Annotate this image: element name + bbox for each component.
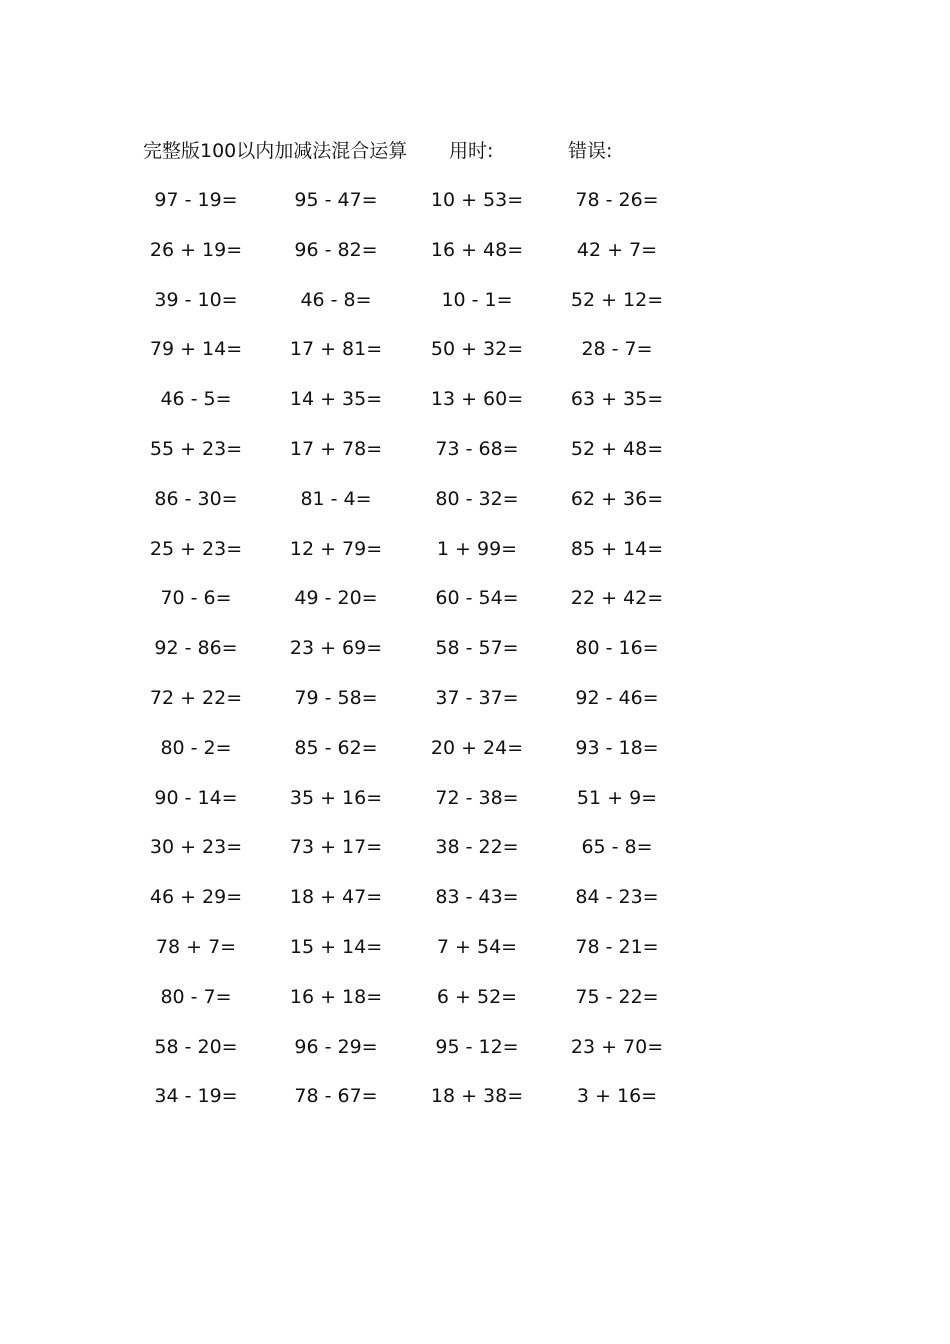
- math-problem: 58 - 20=: [154, 1035, 238, 1058]
- math-problem: 52 + 48=: [570, 437, 664, 460]
- worksheet-header: [0, 136, 950, 166]
- math-problem: 51 + 9=: [576, 786, 658, 809]
- problem-row: [0, 434, 950, 484]
- math-problem: 23 + 69=: [289, 637, 383, 660]
- problem-row: [0, 534, 950, 584]
- math-problem: 17 + 81=: [289, 338, 383, 361]
- problem-row: [0, 484, 950, 534]
- problem-row: [0, 185, 950, 235]
- math-problem: 85 + 14=: [570, 537, 664, 560]
- math-problem: 63 + 35=: [570, 388, 664, 411]
- math-problem: 72 + 22=: [149, 686, 243, 709]
- math-problem: 28 - 7=: [581, 338, 653, 361]
- math-problem: 42 + 7=: [576, 238, 658, 261]
- math-problem: 78 - 21=: [575, 935, 659, 958]
- math-problem: 75 - 22=: [575, 985, 659, 1008]
- math-problem: 95 - 47=: [294, 189, 378, 211]
- math-problem: 96 - 82=: [294, 238, 378, 261]
- math-problem: 22 + 42=: [570, 587, 664, 610]
- math-problem: 46 - 8=: [300, 288, 372, 311]
- math-problem: 80 - 2=: [160, 736, 232, 759]
- math-problem: 97 - 19=: [154, 189, 238, 211]
- math-problem: 52 + 12=: [570, 288, 664, 311]
- math-problem: 17 + 78=: [289, 437, 383, 460]
- math-problem: 16 + 48=: [430, 238, 524, 261]
- math-problem: 16 + 18=: [289, 985, 383, 1008]
- math-problem: 84 - 23=: [575, 886, 659, 909]
- math-problem: 30 + 23=: [149, 836, 243, 859]
- math-problem: 78 - 67=: [294, 1085, 378, 1108]
- math-problem: 92 - 86=: [154, 637, 238, 660]
- problem-row: [0, 733, 950, 783]
- math-problem: 92 - 46=: [575, 686, 659, 709]
- math-problem: 46 - 5=: [160, 388, 232, 411]
- math-problem: 93 - 18=: [575, 736, 659, 759]
- math-problem: 7 + 54=: [436, 935, 518, 958]
- math-problem: 58 - 57=: [435, 637, 519, 660]
- math-problem: 79 - 58=: [294, 686, 378, 709]
- time-used-label: 用时:: [449, 140, 494, 162]
- math-problem: 85 - 62=: [294, 736, 378, 759]
- problem-row: [0, 1032, 950, 1082]
- math-problem: 83 - 43=: [435, 886, 519, 909]
- problem-row: [0, 783, 950, 833]
- math-problem: 70 - 6=: [160, 587, 232, 610]
- math-problem: 62 + 36=: [570, 487, 664, 510]
- math-problem: 34 - 19=: [154, 1085, 238, 1108]
- problem-row: [0, 235, 950, 285]
- math-problem: 1 + 99=: [436, 537, 518, 560]
- math-problem: 95 - 12=: [435, 1035, 519, 1058]
- math-problem: 49 - 20=: [294, 587, 378, 610]
- math-problem: 46 + 29=: [149, 886, 243, 909]
- problem-row: [0, 832, 950, 882]
- math-problem: 13 + 60=: [430, 388, 524, 411]
- math-problem: 38 - 22=: [435, 836, 519, 859]
- math-problem: 55 + 23=: [149, 437, 243, 460]
- math-problem: 26 + 19=: [149, 238, 243, 261]
- math-problem: 23 + 70=: [570, 1035, 664, 1058]
- math-problem: 79 + 14=: [149, 338, 243, 361]
- problem-row: [0, 583, 950, 633]
- math-problem: 78 + 7=: [155, 935, 237, 958]
- math-problem: 20 + 24=: [430, 736, 524, 759]
- math-problem: 86 - 30=: [154, 487, 238, 510]
- math-problem: 73 - 68=: [435, 437, 519, 460]
- problem-row: [0, 882, 950, 932]
- problem-grid: [0, 185, 950, 1131]
- problem-row: [0, 633, 950, 683]
- math-problem: 72 - 38=: [435, 786, 519, 809]
- math-problem: 73 + 17=: [289, 836, 383, 859]
- math-problem: 10 + 53=: [430, 189, 524, 211]
- math-problem: 18 + 47=: [289, 886, 383, 909]
- math-problem: 50 + 32=: [430, 338, 524, 361]
- problem-row: [0, 982, 950, 1032]
- math-problem: 12 + 79=: [289, 537, 383, 560]
- math-problem: 14 + 35=: [289, 388, 383, 411]
- math-problem: 25 + 23=: [149, 537, 243, 560]
- math-problem: 80 - 16=: [575, 637, 659, 660]
- math-problem: 10 - 1=: [441, 288, 513, 311]
- math-problem: 65 - 8=: [581, 836, 653, 859]
- math-problem: 39 - 10=: [154, 288, 238, 311]
- math-problem: 90 - 14=: [154, 786, 238, 809]
- math-problem: 6 + 52=: [436, 985, 518, 1008]
- problem-row: [0, 932, 950, 982]
- math-problem: 15 + 14=: [289, 935, 383, 958]
- problem-row: [0, 1081, 950, 1131]
- math-problem: 96 - 29=: [294, 1035, 378, 1058]
- math-problem: 18 + 38=: [430, 1085, 524, 1108]
- problem-row: [0, 384, 950, 434]
- math-problem: 37 - 37=: [435, 686, 519, 709]
- math-problem: 81 - 4=: [300, 487, 372, 510]
- math-problem: 3 + 16=: [576, 1085, 658, 1108]
- math-problem: 80 - 32=: [435, 487, 519, 510]
- math-problem: 78 - 26=: [575, 189, 659, 211]
- problem-row: [0, 683, 950, 733]
- problem-row: [0, 285, 950, 335]
- math-problem: 80 - 7=: [160, 985, 232, 1008]
- math-problem: 35 + 16=: [289, 786, 383, 809]
- math-problem: 60 - 54=: [435, 587, 519, 610]
- errors-label: 错误:: [568, 140, 613, 162]
- problem-row: [0, 334, 950, 384]
- worksheet-title: 完整版100以内加减法混合运算: [143, 140, 408, 162]
